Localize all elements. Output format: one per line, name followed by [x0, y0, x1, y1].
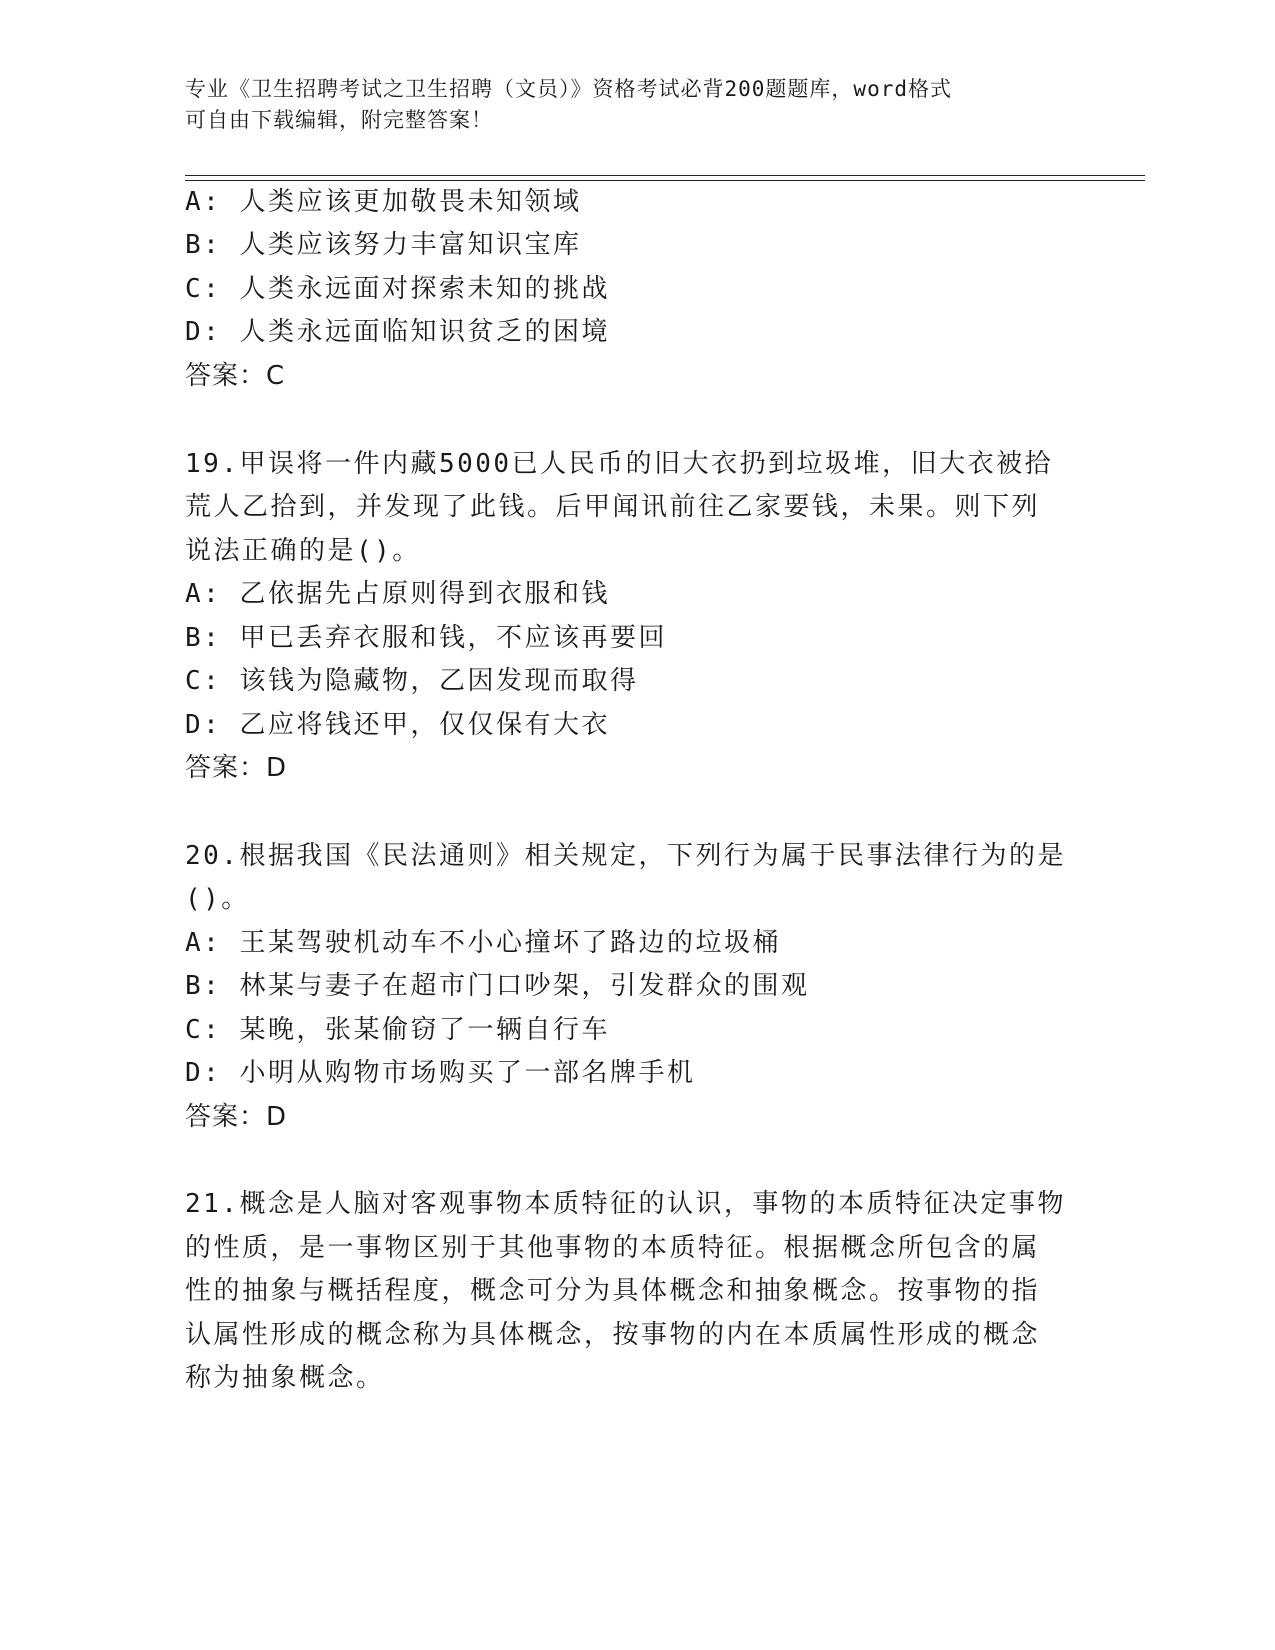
q20-text-line-2: ()。 [185, 884, 250, 914]
q21-text-line-2: 的性质，是一事物区别于其他事物的本质特征。根据概念所包含的属 [185, 1233, 1041, 1263]
q19-option-c: C: 该钱为隐藏物，乙因发现而取得 [185, 666, 639, 696]
q19-text-line-1: 19.甲误将一件内藏5000已人民币的旧大衣扔到垃圾堆，旧大衣被拾 [185, 449, 1054, 479]
q20-option-a: A: 王某驾驶机动车不小心撞坏了路边的垃圾桶 [185, 928, 781, 958]
q19-text-line-2: 荒人乙拾到，并发现了此钱。后甲闻讯前往乙家要钱，未果。则下列 [185, 492, 1041, 522]
q19-option-b: B: 甲已丢弃衣服和钱，不应该再要回 [185, 623, 667, 653]
q20-answer: 答案：D [185, 1102, 288, 1132]
q21-text-line-3: 性的抽象与概括程度，概念可分为具体概念和抽象概念。按事物的指 [185, 1276, 1041, 1306]
q20-text-line-1: 20.根据我国《民法通则》相关规定，下列行为属于民事法律行为的是 [185, 841, 1066, 871]
header-line-1: 专业《卫生招聘考试之卫生招聘（文员）》资格考试必背200题题库，word格式 [185, 77, 952, 101]
page-header [185, 74, 1065, 136]
q21-text-line-4: 认属性形成的概念称为具体概念，按事物的内在本质属性形成的概念 [185, 1320, 1041, 1350]
q21-text-line-1: 21.概念是人脑对客观事物本质特征的认识，事物的本质特征决定事物 [185, 1189, 1066, 1219]
q18-option-a: A: 人类应该更加敬畏未知领域 [185, 187, 582, 217]
q19-answer: 答案：D [185, 753, 288, 783]
q18-option-c: C: 人类永远面对探索未知的挑战 [185, 274, 610, 304]
q20-option-c: C: 某晚，张某偷窃了一辆自行车 [185, 1015, 610, 1045]
q19-option-d: D: 乙应将钱还甲，仅仅保有大衣 [185, 710, 610, 740]
header-divider [185, 175, 1145, 181]
q19-option-a: A: 乙依据先占原则得到衣服和钱 [185, 579, 610, 609]
q20-option-d: D: 小明从购物市场购买了一部名牌手机 [185, 1058, 696, 1088]
q19-text-line-3: 说法正确的是()。 [185, 536, 421, 566]
q18-option-d: D: 人类永远面临知识贫乏的困境 [185, 317, 610, 347]
q18-answer: 答案：C [185, 361, 286, 391]
header-line-2: 可自由下载编辑，附完整答案！ [185, 108, 493, 132]
document-page [185, 0, 1145, 1650]
q18-option-b: B: 人类应该努力丰富知识宝库 [185, 230, 582, 260]
q20-option-b: B: 林某与妻子在超市门口吵架，引发群众的围观 [185, 971, 810, 1001]
q21-text-line-5: 称为抽象概念。 [185, 1363, 385, 1393]
